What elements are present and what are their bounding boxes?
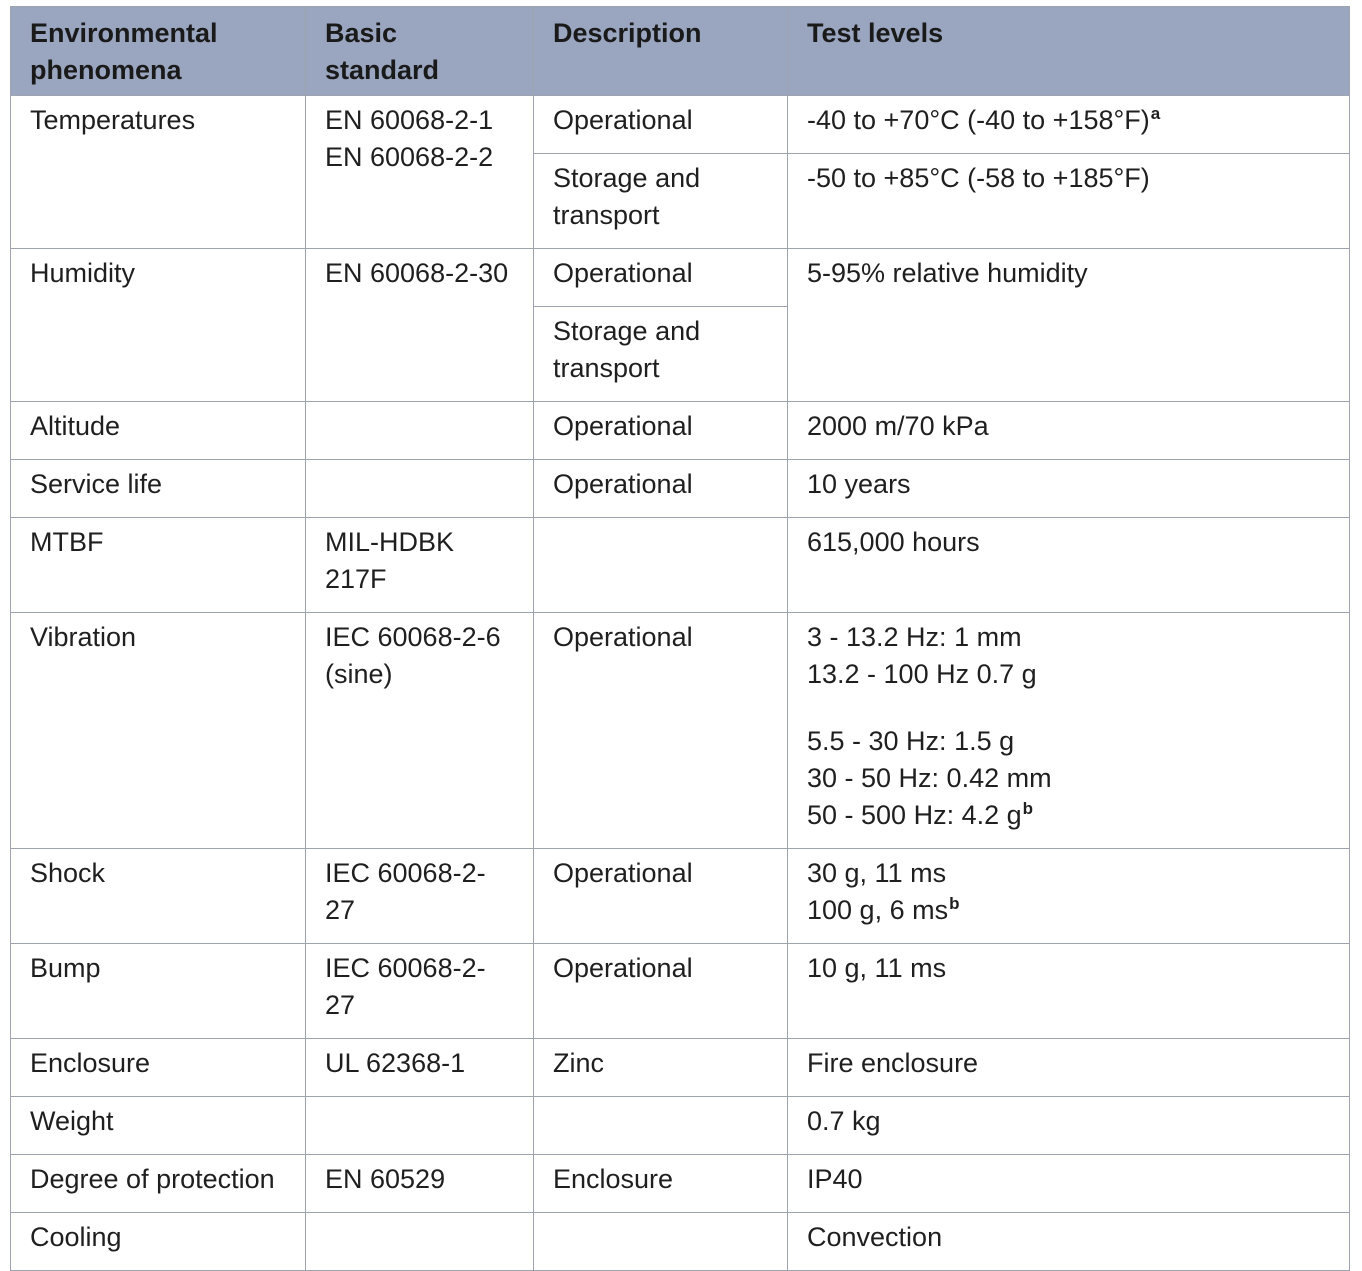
description-cell: Operational: [534, 402, 788, 460]
table-row: [11, 849, 1350, 944]
spacer: [807, 693, 1331, 723]
header-test-levels: Test levels: [788, 7, 1350, 96]
table-row: [11, 460, 1350, 518]
description-cell: [534, 1213, 788, 1271]
footnote-marker: a: [1150, 104, 1161, 123]
test-level-cell: 0.7 kg: [788, 1097, 1350, 1155]
test-level-cell: IP40: [788, 1155, 1350, 1213]
environmental-specs-table: [10, 6, 1350, 1271]
table-row: [11, 402, 1350, 460]
standard-cell: EN 60068-2-30: [306, 249, 534, 402]
phenomenon-cell: Shock: [11, 849, 306, 944]
table-row: [11, 96, 1350, 154]
test-level-text: -40 to +70°C (-40 to +158°F): [807, 105, 1150, 135]
standard-cell: [306, 1213, 534, 1271]
table-row: [11, 944, 1350, 1039]
test-level-cell: Fire enclosure: [788, 1039, 1350, 1097]
header-row: [11, 7, 1350, 96]
test-level-line: 5.5 - 30 Hz: 1.5 g: [807, 726, 1015, 756]
phenomenon-cell: Bump: [11, 944, 306, 1039]
test-level-line: [807, 797, 1331, 834]
header-environmental-phenomena: Environmental phenomena: [11, 7, 306, 96]
description-cell: Storage and transport: [534, 154, 788, 249]
phenomenon-cell: Vibration: [11, 613, 306, 849]
description-cell: Operational: [534, 613, 788, 849]
standard-cell: [306, 96, 534, 249]
standard-line: (sine): [325, 659, 393, 689]
table-body: [11, 96, 1350, 1271]
description-cell: Operational: [534, 849, 788, 944]
test-level-cell: Convection: [788, 1213, 1350, 1271]
footnote-marker: b: [1022, 799, 1034, 818]
test-level-line: 3 - 13.2 Hz: 1 mm: [807, 622, 1022, 652]
test-level-cell: 2000 m/70 kPa: [788, 402, 1350, 460]
test-level-cell: [788, 96, 1350, 154]
test-level-cell: 615,000 hours: [788, 518, 1350, 613]
test-level-line: 30 g, 11 ms: [807, 858, 947, 888]
table-row: [11, 518, 1350, 613]
test-level-line: 30 - 50 Hz: 0.42 mm: [807, 763, 1052, 793]
table-header: [11, 7, 1350, 96]
description-cell: Enclosure: [534, 1155, 788, 1213]
standard-line: EN 60068-2-2: [325, 142, 494, 172]
phenomenon-cell: Cooling: [11, 1213, 306, 1271]
standard-cell: [306, 613, 534, 849]
table-row: [11, 249, 1350, 307]
description-cell: Operational: [534, 460, 788, 518]
table-row: [11, 613, 1350, 849]
phenomenon-cell: Altitude: [11, 402, 306, 460]
phenomenon-cell: Temperatures: [11, 96, 306, 249]
header-description: Description: [534, 7, 788, 96]
phenomenon-cell: Weight: [11, 1097, 306, 1155]
description-cell: [534, 1097, 788, 1155]
test-level-cell: -50 to +85°C (-58 to +185°F): [788, 154, 1350, 249]
header-basic-standard: Basic standard: [306, 7, 534, 96]
description-cell: Storage and transport: [534, 307, 788, 402]
test-level-cell: [788, 613, 1350, 849]
description-cell: Operational: [534, 96, 788, 154]
phenomenon-cell: Service life: [11, 460, 306, 518]
test-level-line: [807, 892, 1331, 929]
standard-cell: [306, 402, 534, 460]
standard-cell: [306, 460, 534, 518]
phenomenon-cell: MTBF: [11, 518, 306, 613]
standard-line: IEC 60068-2-6: [325, 622, 501, 652]
description-cell: Operational: [534, 249, 788, 307]
description-cell: Operational: [534, 944, 788, 1039]
standard-cell: EN 60529: [306, 1155, 534, 1213]
table-row: [11, 1155, 1350, 1213]
test-level-cell: [788, 849, 1350, 944]
test-level-cell: 5-95% relative humidity: [788, 249, 1350, 402]
description-cell: [534, 518, 788, 613]
test-level-cell: 10 years: [788, 460, 1350, 518]
table-row: [11, 1039, 1350, 1097]
footnote-marker: b: [949, 894, 960, 913]
table-row: [11, 1097, 1350, 1155]
standard-cell: [306, 1097, 534, 1155]
standard-cell: IEC 60068-2-27: [306, 849, 534, 944]
phenomenon-cell: Enclosure: [11, 1039, 306, 1097]
phenomenon-cell: Humidity: [11, 249, 306, 402]
description-cell: Zinc: [534, 1039, 788, 1097]
standard-line: EN 60068-2-1: [325, 105, 494, 135]
phenomenon-cell: Degree of protection: [11, 1155, 306, 1213]
test-level-text: 50 - 500 Hz: 4.2 g: [807, 800, 1022, 830]
test-level-cell: 10 g, 11 ms: [788, 944, 1350, 1039]
test-level-line: 13.2 - 100 Hz 0.7 g: [807, 659, 1037, 689]
standard-cell: IEC 60068-2-27: [306, 944, 534, 1039]
standard-cell: UL 62368-1: [306, 1039, 534, 1097]
standard-cell: MIL-HDBK 217F: [306, 518, 534, 613]
table-row: [11, 1213, 1350, 1271]
test-level-text: 100 g, 6 ms: [807, 895, 949, 925]
